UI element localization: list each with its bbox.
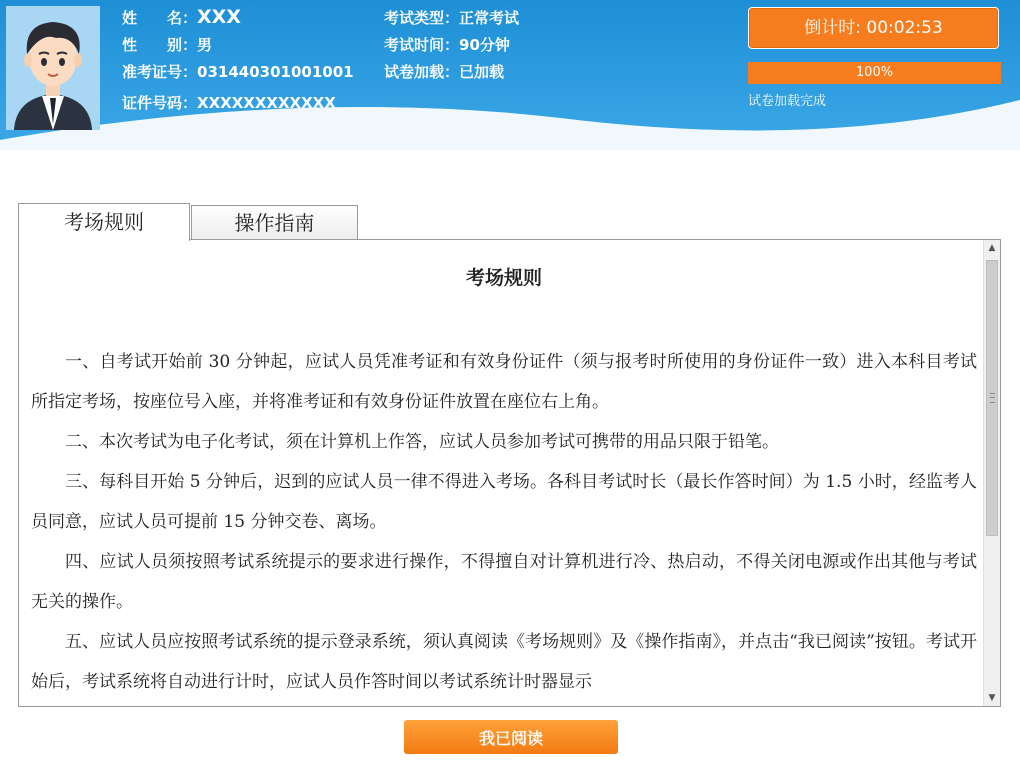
exam-type-label: 考试类型： — [384, 9, 460, 27]
exam-header — [0, 0, 1020, 150]
grip-icon — [990, 393, 995, 403]
gender-value: 男 — [197, 36, 213, 54]
rules-scrollbar[interactable] — [983, 240, 1000, 706]
load-progress-text: 100% — [855, 65, 894, 80]
avatar-icon — [6, 6, 100, 130]
rule-paragraph-2: 二、本次考试为电子化考试，须在计算机上作答，应试人员参加考试可携带的用品只限于铅笔。 — [65, 432, 779, 452]
rule-paragraph-4: 四、应试人员须按照考试系统提示的要求进行操作，不得擅自对计算机进行冷、热启动，不得关闭电源或作出其他与考试无关的操作。 — [31, 552, 977, 612]
load-progress-bar — [748, 62, 1001, 84]
exam-load-label: 试卷加载： — [384, 63, 460, 81]
rules-content — [31, 240, 977, 702]
exam-load-value: 已加载 — [459, 63, 505, 81]
countdown-value: 00:02:53 — [866, 18, 943, 38]
rules-panel — [18, 239, 1001, 707]
candidate-admission-number — [122, 62, 354, 82]
scroll-up-arrow-icon[interactable]: ▲ — [988, 243, 996, 253]
scroll-down-arrow-icon[interactable]: ▼ — [988, 693, 996, 703]
rule-paragraph-5: 五、应试人员应按照考试系统的提示登录系统，须认真阅读《考场规则》及《操作指南》，并点击“我已阅读”按钮。考试开始后，考试系统将自动进行计时，应试人员作答时间以考试系统计时器显示 — [31, 632, 977, 692]
candidate-avatar — [6, 6, 100, 130]
rules-title: 考场规则 — [465, 267, 542, 289]
countdown-label: 倒计时: — [804, 18, 861, 38]
rule-paragraph-1: 一、自考试开始前 30 分钟起，应试人员凭准考证和有效身份证件（须与报考时所使用的身份证件一致）进入本科目考试所指定考场，按座位号入座，并将准考证和有效身份证件放置在座位右上角。 — [31, 352, 977, 412]
exam-time-value: 90分钟 — [459, 36, 510, 54]
id-value: XXXXXXXXXXXX — [197, 94, 336, 112]
confirm-read-button[interactable]: 我已阅读 — [404, 720, 618, 754]
rule-paragraph-3: 三、每科目开始 5 分钟后，迟到的应试人员一律不得进入考场。各科目考试时长（最长作答时间）为 1.5 小时，经监考人员同意，应试人员可提前 15 分钟交卷、离场。 — [31, 472, 977, 532]
tab-operation-guide[interactable]: 操作指南 — [191, 205, 358, 239]
exam-type — [384, 8, 519, 28]
name-label: 姓 名： — [122, 9, 198, 27]
exam-type-value: 正常考试 — [459, 9, 520, 27]
countdown-timer — [748, 7, 999, 49]
candidate-name — [122, 7, 241, 28]
candidate-gender — [122, 35, 212, 55]
admission-label: 准考证号： — [122, 63, 198, 81]
admission-value: 031440301001001 — [197, 63, 354, 81]
load-status-text: 试卷加载完成 — [748, 94, 827, 109]
id-label: 证件号码： — [122, 94, 198, 112]
exam-load — [384, 62, 504, 82]
exam-time — [384, 35, 510, 55]
name-value: XXX — [197, 6, 241, 28]
scrollbar-thumb[interactable] — [986, 260, 998, 536]
tab-exam-rules[interactable]: 考场规则 — [18, 203, 190, 241]
gender-label: 性 别： — [122, 36, 198, 54]
candidate-id-number — [122, 93, 336, 113]
exam-time-label: 考试时间： — [384, 36, 460, 54]
